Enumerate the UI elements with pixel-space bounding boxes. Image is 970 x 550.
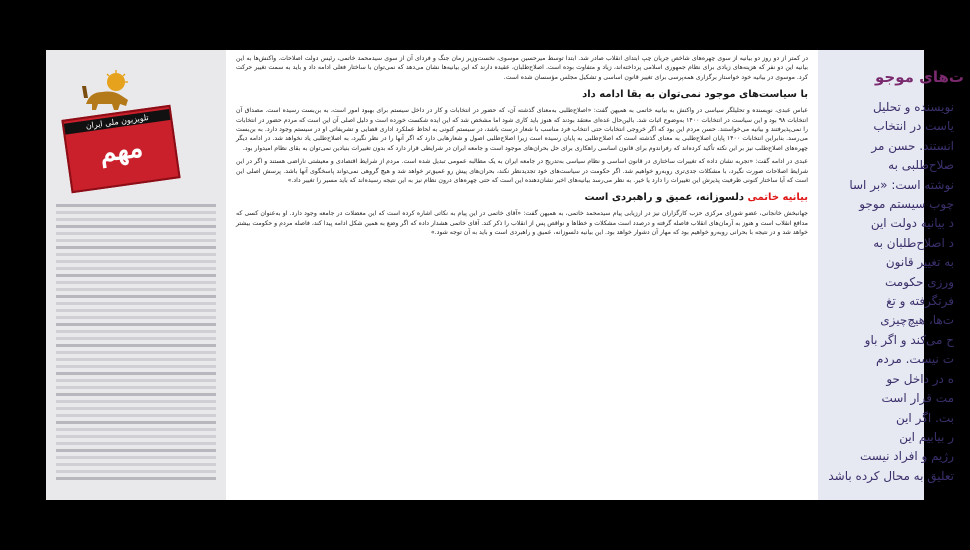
lion-and-sun-emblem-icon (80, 70, 136, 114)
right-clip-line: به تغییر قانون (885, 255, 954, 270)
right-clip-line: چوب سیستم موجو (859, 197, 954, 212)
heading-highlight: بیانیه خاتمی (747, 192, 808, 204)
stamp-word: مهم (97, 133, 145, 169)
right-clip-line: ر بیابیم این (899, 429, 954, 444)
right-page-clip (818, 50, 964, 500)
left-page-clip (46, 50, 226, 500)
right-clip-line: نویسنده و تحلیل (873, 100, 954, 114)
right-clip-line: ه در داخل حو (886, 371, 954, 386)
important-stamp (61, 105, 180, 194)
screenshot-frame (46, 50, 964, 500)
right-clip-line: نوشته است: «بر اسا (849, 177, 954, 192)
faded-text-lines (56, 200, 216, 484)
article-paragraph: عبدی در ادامه گفت: «تجربه نشان داده که تغییرات ساختاری در قانون اساسی و نظام سیاسی به‌تدریج در جامعه ایران به یک مطالبه عمومی تبدیل شده است. مردم از شرایط اقتصادی و معیشتی ناراضی هستند و اگر در این شرایط اصلاحات صورت نگیرد، با مشکلات جدی‌تری روبه‌رو خواهیم شد. اگر حکومت در سیاست‌های خود تجدیدنظر نکند، بحران‌های پیش رو عمیق‌تر خواهد شد و هیچ گروهی نمی‌تواند پاسخگوی آنها باشد. پرسش اصلی این است که آیا ساختار کنونی ظرفیت پذیرش این تغییرات را دارد یا خیر. به نظر می‌رسد بیانیه‌های اخیر نشان‌دهنده این است که حتی چهره‌های درون نظام نیز به این نتیجه رسیده‌اند که باید مسیر را تغییر داد.» (236, 158, 808, 185)
right-clip-line: مت قرار است (881, 391, 954, 406)
right-clip-line: ت نیست. مردم (875, 352, 954, 367)
right-clip-line: ح می‌کند و اگر باو (864, 332, 954, 347)
right-clip-line: رژیم و افراد نیست (860, 449, 954, 464)
right-clip-line: د اصلاح‌طلبان به (873, 235, 954, 250)
article-paragraph: جهانبخش خانجانی، عضو شورای مرکزی حزب کارگزاران نیز در ارزیابی پیام سیدمحمد خاتمی، به همیهن گفت: «آقای خاتمی در این پیام به نکاتی اشاره کرده است که این معضلات در جامعه وجود دارد. او به‌عنوان کسی که مدافع انقلاب است و هنوز به آرمان‌های انقلاب فاصله گرفته و درصدد است مشکلات و خطاها و نواقص پس از انقلاب را ذکر کند. آقای خاتمی هشدار داده که اگر وضع به همین شکل ادامه پیدا کند، فاصله مردم و حکومت بیشتر خواهد شد و در نتیجه با بحرانی روبه‌رو خواهیم بود که مهار آن دشوار خواهد بود. این بیانیه دلسوزانه، عمیق و راهبردی است و باید به آن توجه شود.» (236, 210, 808, 237)
right-clip-line: ت‌ها، هیچ‌چیزی (880, 313, 954, 328)
right-clip-line: بت. اگر این (895, 410, 954, 425)
right-clip-line: فرتگرفته و تغ (886, 294, 954, 309)
right-clip-line: ورزی حکومت (884, 274, 954, 289)
right-clip-line: انستند. حسن مر (871, 138, 954, 153)
article-column (226, 50, 818, 500)
right-clip-line: یاست در انتخاب (873, 119, 954, 134)
article-paragraph: عباس عبدی، نویسنده و تحلیلگر سیاسی در واکنش به بیانیه خاتمی به همیهن گفت: «اصلاح‌طلبی به‌معنای گذشته آن، که حضور در انتخابات و کار در داخل سیستم برای بهبود امور است، به بن‌بست رسیده است. مصداق آن انتخابات ۹۸ بود و این سیاست در انتخابات ۱۴۰۰ به‌وضوح اثبات شد. بالین‌حال عده‌ای معتقد بودند که هنوز باید کاری شود اما مشخص شد که این ایده شکست خورده است و دلیل اصلی آن این است که مردم حضور در انتخابات را نمی‌پذیرفتند و بیانیه می‌خواستند. حسن مردم این بود که اگر خروجی انتخابات حتی انتخاب فرد مناسب با شعار درست باشد، در سیستم کنونی به لحاظ عملکرد اداری قضایی و تشریفاتی او در سیستم وجود دارد. به بن‌بست می‌رسد. بنابراین انتخابات ۱۴۰۰ پایان اصلاح‌طلبی به معنای گذشته است که اصلاح‌طلبی به پایان رسیده است زیرا اصلاح‌طلبی اصول و شعارهایی دارد که اگر آنها را در نظر نگیرد، به اصلاح‌طلبی یاد نخواهد شد. در ادامه دیگر چهره‌های اصلاح‌طلب نیز بر این نکته تأکید کرده‌اند که رفراندوم برای قانون اساسی راهکاری برای حل بحران‌های موجود است و جامعه ایران در شرایطی قرار دارد که بدون تغییرات بنیادین نمی‌توان به بقای نظام امیدوار بود. (236, 107, 808, 152)
heading-rest: دلسوزانه، عمیق و راهبردی است (584, 192, 748, 204)
stamp-caption: تلویزیون ملی ایران (64, 109, 170, 135)
right-clip-heading: ت‌های موجو (875, 68, 964, 86)
section-heading (236, 191, 808, 205)
right-clip-lines (804, 98, 954, 486)
section-heading: با سیاست‌های موجود نمی‌توان به بقا ادامه داد (582, 89, 808, 101)
right-clip-line: تعلیق به محال کرده باشد (828, 468, 954, 483)
right-clip-line: د بیانیه دولت این (870, 216, 954, 231)
article-paragraph: در کمتر از دو روز دو بیانیه از سوی چهره‌های شاخص جریان چپ ابتدای انقلاب صادر شد. ابتدا توسط میرحسین موسوی، نخست‌وزیر زمان جنگ و فردای آن از سوی سیدمحمد خاتمی، رئیس دولت اصلاحات. واکنش‌ها به این بیانیه این دو نفر که هزینه‌های زیادی برای نظام جمهوری اسلامی پرداخته‌اند، زیاد و متفاوت بوده است. اصلاح‌طلبان، عقیده دارند که این بیانیه‌ها نشان می‌دهد که نمی‌توان با ساختار فعلی ادامه داد و باید به سمت تغییر حرکت کرد. موسوی در بیانیه خود خواستار برگزاری همه‌پرسی برای تغییر قانون اساسی و تشکیل مجلس مؤسسان شده است. (236, 55, 808, 81)
right-clip-line: صلاح‌طلبی به (888, 158, 954, 173)
